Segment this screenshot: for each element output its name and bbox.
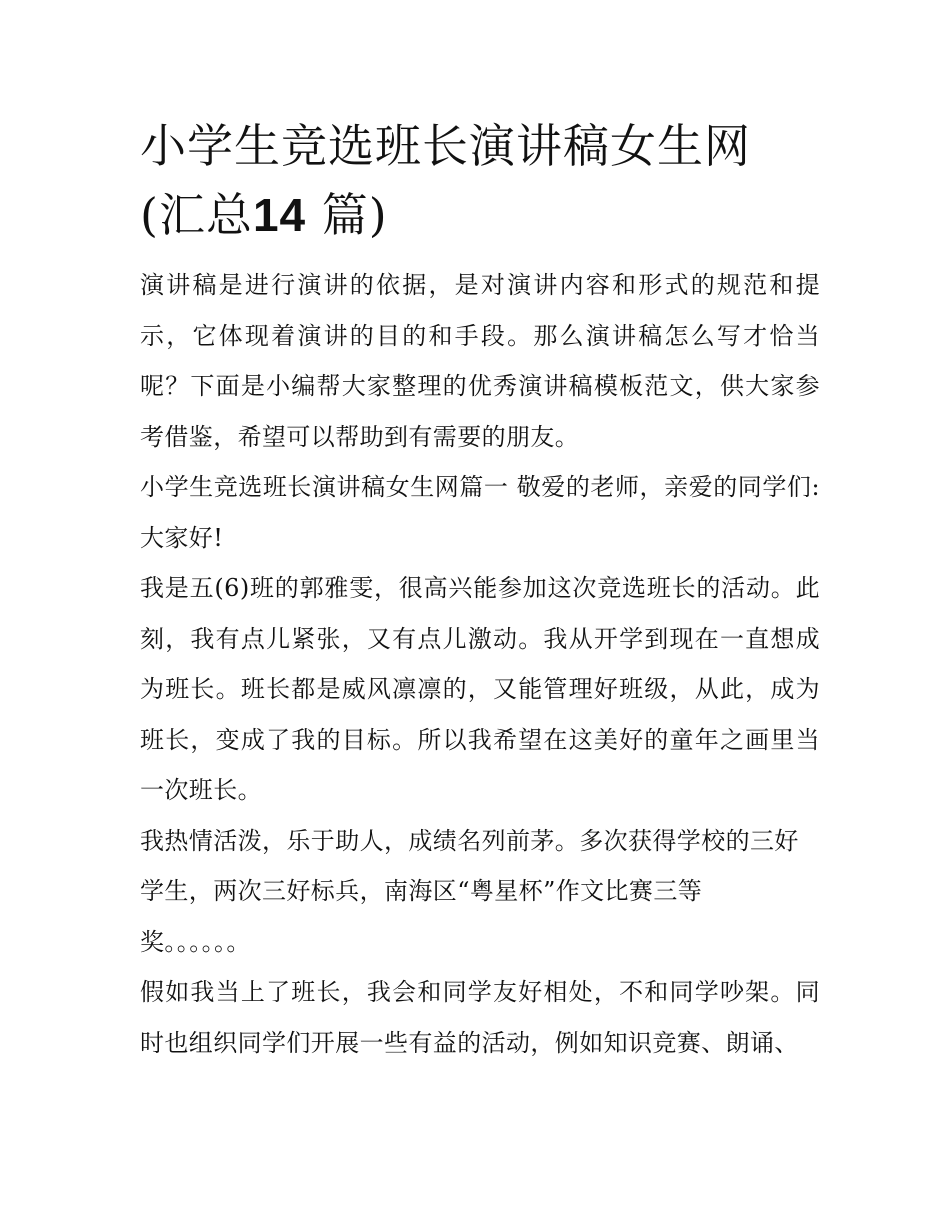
document-title — [140, 112, 820, 250]
title-suffix: 篇) — [321, 188, 388, 242]
paragraph-award-continuation: 奖。。。。。。 — [140, 927, 251, 956]
title-line-1: 小学生竞选班长演讲稿女生网 — [140, 119, 751, 173]
document-page — [140, 112, 820, 1068]
paragraph-achievements: 我热情活泼，乐于助人，成绩名列前茅。多次获得学校的三好学生，两次三好标兵，南海区“粤星杯”作文比赛三等 — [140, 826, 799, 905]
title-line-2 — [140, 181, 820, 250]
paragraph-greeting: 小学生竞选班长演讲稿女生网篇一 敬爱的老师，亲爱的同学们: 大家好! — [140, 473, 820, 552]
title-count: 14 — [252, 189, 307, 241]
paragraph-intro: 演讲稿是进行演讲的依据，是对演讲内容和形式的规范和提示，它体现着演讲的目的和手段。那么演讲稿怎么写才恰当呢？下面是小编帮大家整理的优秀演讲稿模板范文，供大家参考借鉴，希望可以帮助到有需要的朋友。 — [140, 271, 820, 451]
paragraph-self-intro: 我是五(6)班的郭雅雯，很高兴能参加这次竞选班长的活动。此刻，我有点儿紧张，又有点儿激动。我从开学到现在一直想成为班长。班长都是威风凛凛的，又能管理好班级，从此，成为班长，变成了我的目标。所以我希望在这美好的童年之画里当一次班长。 — [140, 574, 820, 804]
paragraph-plans: 假如我当上了班长，我会和同学友好相处，不和同学吵架。同时也组织同学们开展一些有益的活动，例如知识竞赛、朗诵、 — [140, 978, 820, 1057]
title-prefix: (汇总 — [140, 188, 253, 242]
